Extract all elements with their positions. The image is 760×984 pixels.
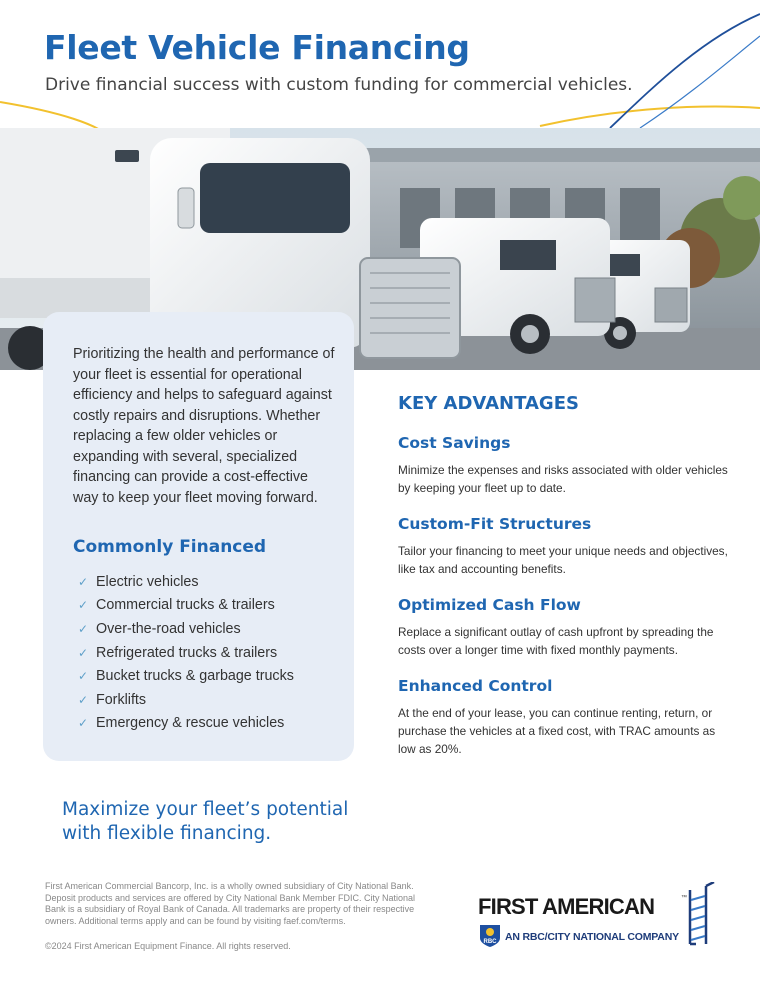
- advantage-enhanced-control: [398, 677, 728, 758]
- advantage-title: Custom-Fit Structures: [398, 515, 592, 533]
- copyright: ©2024 First American Equipment Finance. All rights reserved.: [45, 941, 291, 951]
- list-item: ✓ Commercial trucks & trailers: [78, 597, 275, 614]
- advantage-optimized-cash-flow: [398, 596, 728, 659]
- list-item: ✓ Electric vehicles: [78, 573, 199, 590]
- checkmark-icon: ✓: [78, 716, 89, 731]
- legal-disclaimer: First American Commercial Bancorp, Inc. is a wholly owned subsidiary of City National Bank. Deposit products and services are offered by City National Bank Member FDIC. City National Bank is a subsidiary of Royal Bank of Canada. All trademarks are property of their respective owners. Additional terms apply and can be found by visiting faef.com/terms.: [45, 881, 415, 926]
- logo-tagline: AN RBC/CITY NATIONAL COMPANY: [505, 931, 679, 943]
- list-item: ✓ Bucket trucks & garbage trucks: [78, 668, 294, 685]
- checkmark-icon: ✓: [78, 574, 89, 589]
- list-item: ✓ Forklifts: [78, 691, 147, 708]
- advantage-title: Optimized Cash Flow: [398, 596, 581, 614]
- advantage-text: Minimize the expenses and risks associated with older vehicles by keeping your fleet up to date.: [398, 463, 728, 495]
- checkmark-icon: ✓: [78, 598, 89, 613]
- checkmark-icon: ✓: [78, 621, 89, 636]
- logo-wordmark: FIRST AMERICAN: [478, 894, 655, 919]
- svg-text:RBC: RBC: [483, 939, 497, 945]
- list-item: ✓ Refrigerated trucks & trailers: [78, 644, 278, 661]
- first-american-logo: [478, 880, 718, 950]
- commonly-financed-list: [78, 570, 294, 735]
- ladder-mark-icon: [686, 882, 716, 948]
- advantage-text: Replace a significant outlay of cash upfront by spreading the costs over a longer time with fixed monthly payments.: [398, 625, 714, 657]
- rbc-shield-icon: [479, 924, 501, 948]
- checkmark-icon: ✓: [78, 669, 89, 684]
- advantage-cost-savings: [398, 434, 728, 497]
- trademark-symbol: ™: [681, 895, 687, 901]
- advantage-custom-fit-structures: [398, 515, 728, 578]
- advantage-text: At the end of your lease, you can continue renting, return, or purchase the vehicles at a fixed cost, with TRAC amounts as low as 20%.: [398, 706, 716, 756]
- intro-paragraph: Prioritizing the health and performance of your fleet is essential for operational efficiency and helps to safeguard against costly repairs and disruptions. Whether replacing a few older vehicles or expanding with several, specialized financing can provide a cost-effective way to keep your fleet moving forward.: [73, 346, 335, 506]
- advantage-text: Tailor your financing to meet your unique needs and objectives, like tax and accounting benefits.: [398, 544, 728, 576]
- page-subtitle: Drive financial success with custom funding for commercial vehicles.: [45, 75, 633, 95]
- decorative-swoosh-lines: [0, 0, 760, 140]
- page-title: Fleet Vehicle Financing: [44, 28, 470, 67]
- tagline: Maximize your fleet’s potential with flexible financing.: [62, 799, 349, 844]
- checkmark-icon: ✓: [78, 692, 89, 707]
- checkmark-icon: ✓: [78, 645, 89, 660]
- advantage-title: Cost Savings: [398, 434, 511, 452]
- key-advantages-heading: KEY ADVANTAGES: [398, 393, 579, 414]
- list-item: ✓ Over-the-road vehicles: [78, 620, 241, 637]
- list-item: ✓ Emergency & rescue vehicles: [78, 715, 285, 732]
- advantage-title: Enhanced Control: [398, 677, 553, 695]
- commonly-financed-heading: Commonly Financed: [73, 537, 267, 557]
